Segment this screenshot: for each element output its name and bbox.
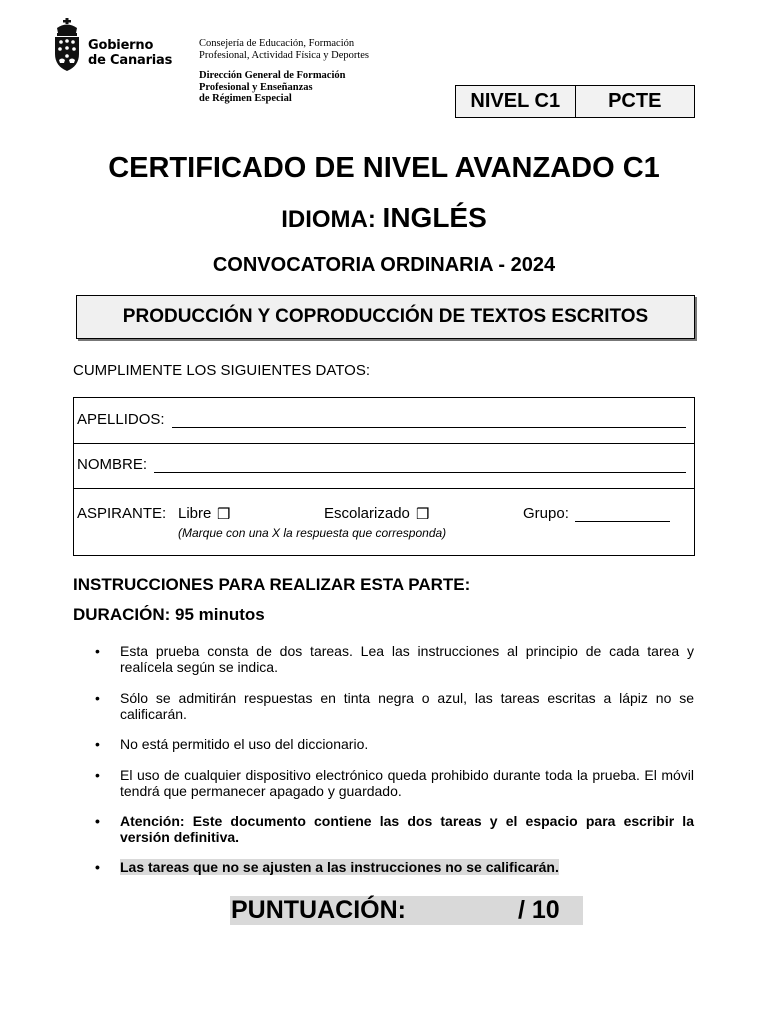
government-name-line1: Gobierno [88, 38, 154, 53]
bullet-icon: • [95, 690, 100, 706]
level-box [455, 85, 695, 118]
duration-label: DURACIÓN [73, 605, 165, 624]
instruction-item: No está permitido el uso del diccionario. [120, 736, 369, 752]
department-line2: Profesional, Actividad Física y Deportes [199, 49, 370, 61]
level-label: NIVEL C1 [470, 90, 561, 112]
aspirante-label: ASPIRANTE: [77, 505, 167, 522]
instruction-item-attention: Atención: Este documento contiene las dos tareas y el espacio para escribir la versión definitiva. [120, 813, 694, 845]
certificate-title: CERTIFICADO DE NIVEL AVANZADO C1 [108, 152, 660, 184]
exam-session: CONVOCATORIA ORDINARIA - 2024 [212, 254, 556, 276]
escolarizado-option-label: Escolarizado [324, 505, 410, 522]
nombre-input-line[interactable] [154, 472, 686, 473]
bullet-icon: • [95, 643, 100, 659]
score-label: PUNTUACIÓN: [231, 896, 406, 924]
canarias-coat-of-arms-logo [52, 18, 82, 72]
grupo-input-line[interactable] [575, 521, 670, 522]
bullet-icon: • [95, 813, 100, 829]
bullet-icon: • [95, 736, 100, 752]
row-divider [74, 488, 694, 489]
instructions-heading: INSTRUCCIONES PARA REALIZAR ESTA PARTE: [73, 575, 471, 594]
language-value: INGLÉS [382, 202, 487, 233]
grupo-label: Grupo: [523, 505, 569, 522]
section-title: PRODUCCIÓN Y COPRODUCCIÓN DE TEXTOS ESCRITOS [122, 306, 649, 327]
government-name-line2: de Canarias [88, 53, 173, 68]
instruction-item: Sólo se admitirán respuestas en tinta negra o azul, las tareas escritas a lápiz no se calificarán. [120, 690, 694, 722]
language-line [0, 202, 768, 234]
instruction-item-warning [120, 859, 559, 875]
directorate-line2: Profesional y Enseñanzas [199, 81, 313, 93]
instruction-item: Esta prueba consta de dos tareas. Lea las instrucciones al principio de cada tarea y realícela según se indica. [120, 643, 694, 675]
bullet-icon: • [95, 859, 100, 875]
row-divider [74, 443, 694, 444]
score-box [230, 896, 583, 925]
nombre-label: NOMBRE: [77, 456, 148, 473]
duration-value: : 95 minutos [164, 605, 265, 624]
part-code-label: PCTE [575, 86, 695, 117]
libre-checkbox[interactable]: ❒ [217, 506, 231, 523]
apellidos-label: APELLIDOS: [77, 411, 165, 428]
libre-option-label: Libre [178, 505, 212, 522]
bullet-icon: • [95, 767, 100, 783]
form-prompt: CUMPLIMENTE LOS SIGUIENTES DATOS: [73, 362, 370, 379]
escolarizado-checkbox[interactable]: ❒ [416, 506, 430, 523]
language-label: IDIOMA: [281, 206, 376, 233]
duration-line [73, 605, 265, 625]
candidate-data-table [73, 397, 695, 556]
apellidos-input-line[interactable] [172, 427, 686, 428]
score-max: / 10 [518, 896, 560, 924]
aspirante-note: (Marque con una X la respuesta que corresponda) [178, 526, 447, 540]
instruction-item: El uso de cualquier dispositivo electrónico queda prohibido durante toda la prueba. El móvil tendrá que permanecer apagado y guardado. [120, 767, 694, 799]
directorate-line3: de Régimen Especial [199, 93, 292, 104]
directorate-line1: Dirección General de Formación [199, 70, 346, 81]
section-title-box [76, 295, 695, 339]
department-line1: Consejería de Educación, Formación [199, 38, 355, 49]
instruction-warning-text: Las tareas que no se ajusten a las instrucciones no se calificarán. [120, 859, 559, 875]
